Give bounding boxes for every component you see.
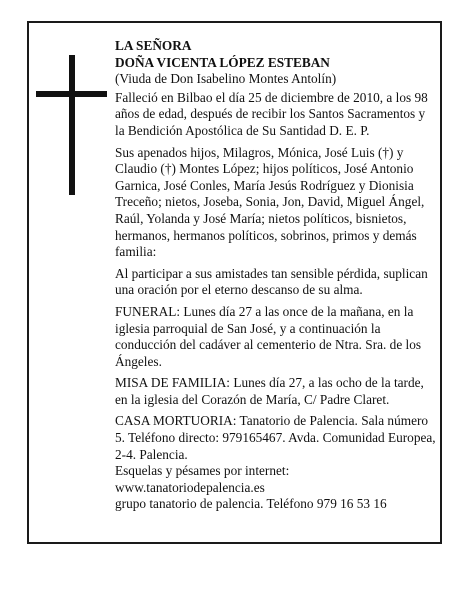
- heading-line-1: LA SEÑORA: [115, 38, 192, 53]
- deceased-name: DOÑA VICENTA LÓPEZ ESTEBAN: [115, 54, 330, 70]
- obituary-text: [115, 38, 437, 513]
- family-mass-paragraph: MISA DE FAMILIA: Lunes día 27, a las ocho de la tarde, en la iglesia del Corazón de María, C/ Padre Claret.: [115, 375, 424, 407]
- mortuary-paragraph: CASA MORTUORIA: Tanatorio de Palencia. Sala número 5. Teléfono directo: 979165467. Avda. Comunidad Europea, 2-4. Palencia.: [115, 413, 436, 462]
- cross-horizontal-bar: [36, 91, 107, 97]
- funeral-paragraph: FUNERAL: Lunes día 27 a las once de la mañana, en la iglesia parroquial de San José, y a continuación la conducción del cadáver al cementerio de Ntra. Sra. de los Ángeles.: [115, 303, 422, 369]
- request-paragraph: Al participar a sus amistades tan sensible pérdida, suplican una oración por el eterno descanso de su alma.: [115, 265, 428, 298]
- online-label: Esquelas y pésames por internet:: [115, 463, 290, 479]
- cross-vertical-bar: [69, 55, 75, 195]
- company-phone: grupo tanatorio de palencia. Teléfono 979 16 53 16: [115, 496, 387, 512]
- obituary-notice: [27, 21, 442, 544]
- death-paragraph: Falleció en Bilbao el día 25 de diciembre de 2010, a los 98 años de edad, después de recibir los Santos Sacramentos y la Bendición Apostólica de Su Santidad D. E. P.: [115, 89, 428, 138]
- widow-subtitle: (Viuda de Don Isabelino Montes Antolín): [115, 71, 337, 87]
- family-paragraph: Sus apenados hijos, Milagros, Mónica, José Luis (†) y Claudio (†) Montes López; hijos políticos, José Antonio Garnica, José Conles, María Jesús Rodríguez y Dionisia Treceño; nietos, Joseba, Sonia, Jon, David, Miguel Ángel, Raúl, Yolanda y José María; nietos políticos, bisnietos, hermanos, hermanos políticos, sobrinos, primos y demás familia:: [115, 144, 425, 260]
- website-link[interactable]: www.tanatoriodepalencia.es: [115, 479, 265, 495]
